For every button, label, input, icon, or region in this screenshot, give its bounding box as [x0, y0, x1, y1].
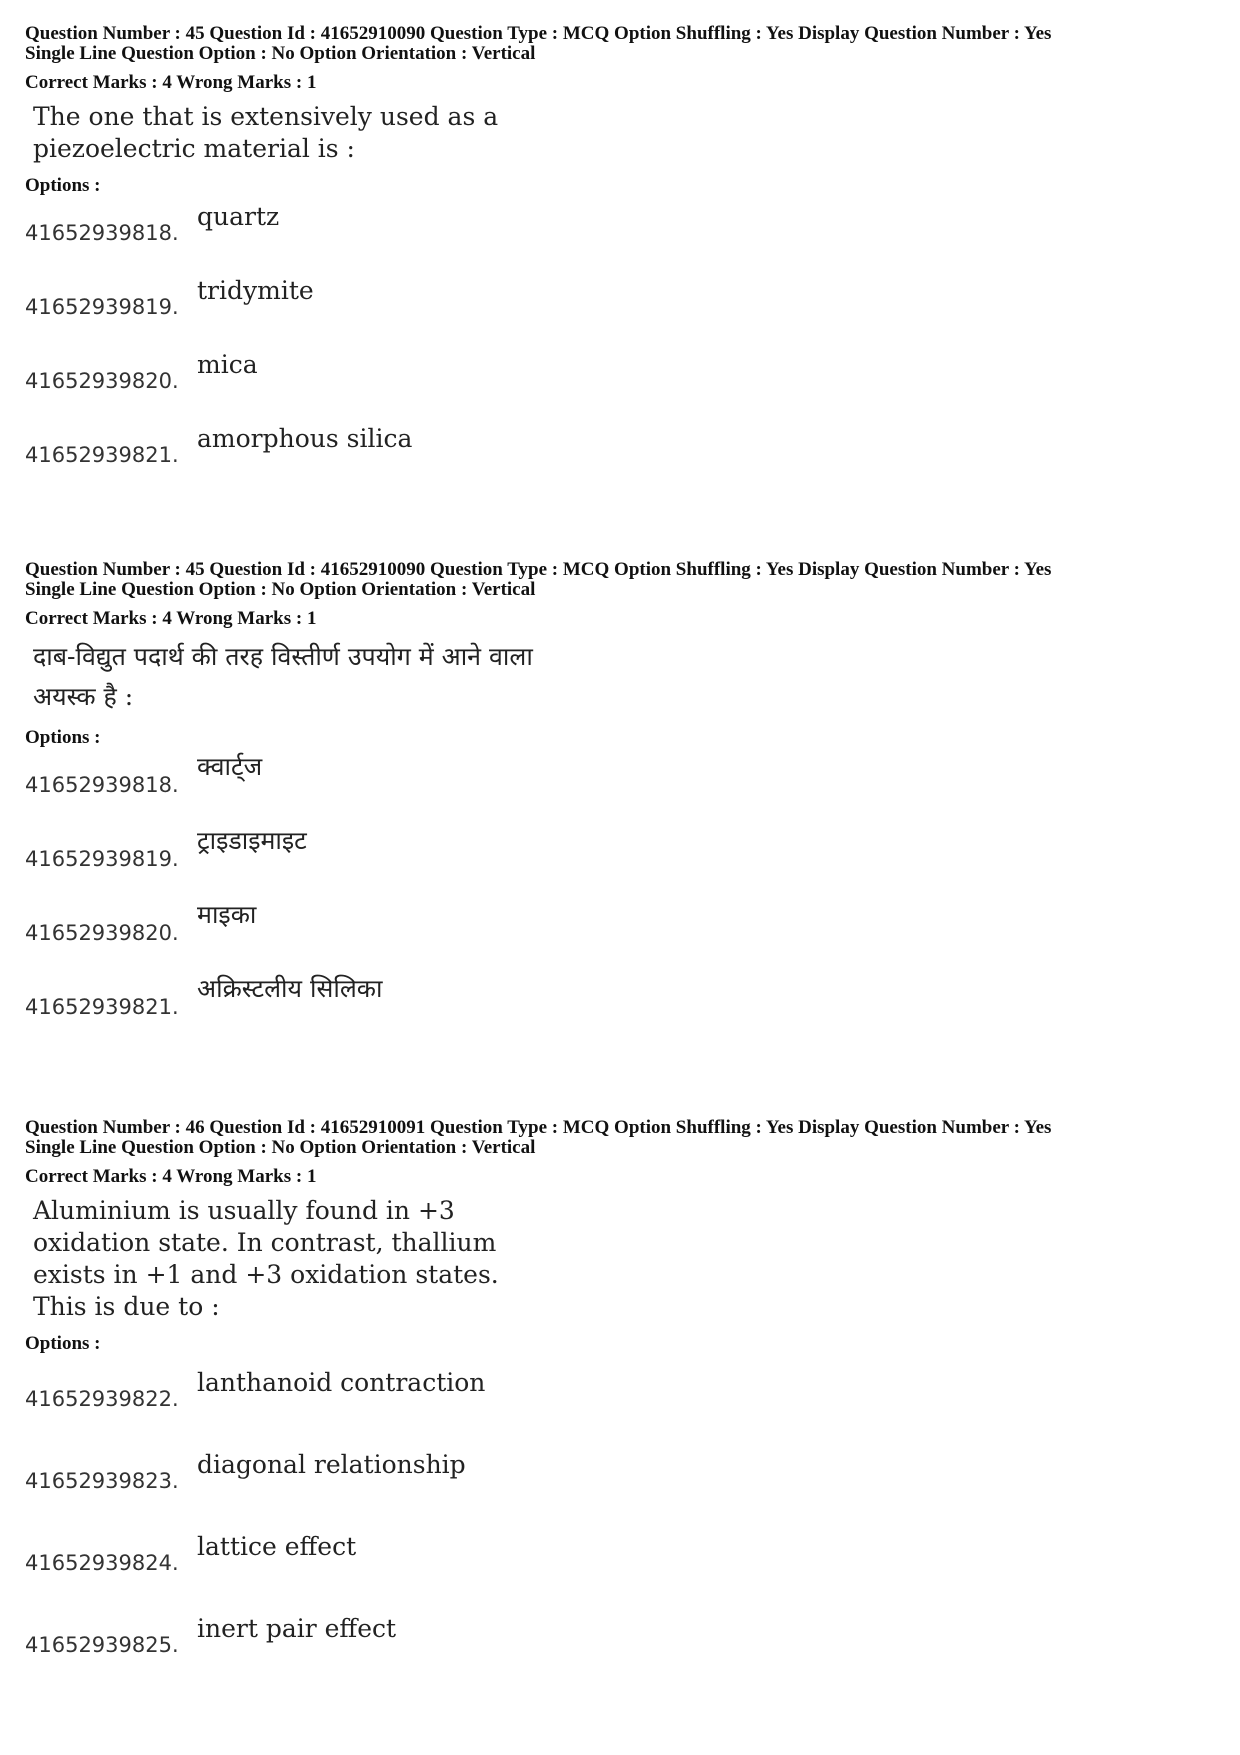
option-item[interactable] — [25, 749, 1225, 823]
question-marks: Correct Marks : 4 Wrong Marks : 1 — [25, 608, 317, 629]
option-id: 41652939823. — [25, 1469, 179, 1493]
option-text: quartz — [197, 202, 280, 231]
option-item[interactable] — [25, 1355, 1225, 1437]
question-marks: Correct Marks : 4 Wrong Marks : 1 — [25, 1166, 317, 1187]
question-meta: Question Number : 45 Question Id : 41652910090 Question Type : MCQ Option Shuffling : Yes Display Question Number : Yes — [25, 23, 1052, 44]
option-id: 41652939822. — [25, 1387, 179, 1411]
question-meta-options: Single Line Question Option : No Option Orientation : Vertical — [25, 43, 536, 64]
options-label: Options : — [25, 175, 101, 196]
option-item[interactable] — [25, 823, 1225, 897]
option-text: क्वार्ट्ज — [197, 752, 263, 781]
option-id: 41652939818. — [25, 773, 179, 797]
option-text: diagonal relationship — [197, 1450, 466, 1479]
option-id: 41652939819. — [25, 295, 179, 319]
question-block — [25, 1118, 1225, 1683]
question-marks: Correct Marks : 4 Wrong Marks : 1 — [25, 72, 317, 93]
option-item[interactable] — [25, 419, 1225, 493]
option-id: 41652939820. — [25, 369, 179, 393]
option-text: lanthanoid contraction — [197, 1368, 486, 1397]
option-id: 41652939821. — [25, 995, 179, 1019]
option-id: 41652939819. — [25, 847, 179, 871]
question-block — [25, 560, 1225, 1045]
question-meta: Question Number : 45 Question Id : 41652910090 Question Type : MCQ Option Shuffling : Yes Display Question Number : Yes — [25, 559, 1052, 580]
option-text: ट्राइडाइमाइट — [197, 826, 307, 855]
option-item[interactable] — [25, 897, 1225, 971]
option-text: lattice effect — [197, 1532, 357, 1561]
question-text: The one that is extensively used as a piezoelectric material is : — [33, 102, 499, 163]
option-text: माइका — [197, 900, 257, 929]
option-id: 41652939818. — [25, 221, 179, 245]
option-id: 41652939824. — [25, 1551, 179, 1575]
question-meta: Question Number : 46 Question Id : 41652910091 Question Type : MCQ Option Shuffling : Yes Display Question Number : Yes — [25, 1117, 1052, 1138]
option-item[interactable] — [25, 1519, 1225, 1601]
option-item[interactable] — [25, 1437, 1225, 1519]
option-id: 41652939825. — [25, 1633, 179, 1657]
option-item[interactable] — [25, 971, 1225, 1045]
option-item[interactable] — [25, 197, 1225, 271]
option-text: mica — [197, 350, 258, 379]
options-label: Options : — [25, 727, 101, 748]
option-text: amorphous silica — [197, 424, 413, 453]
question-meta-options: Single Line Question Option : No Option Orientation : Vertical — [25, 1137, 536, 1158]
option-id: 41652939820. — [25, 921, 179, 945]
options-list — [25, 749, 1225, 1045]
option-text: inert pair effect — [197, 1614, 397, 1643]
options-label: Options : — [25, 1333, 101, 1354]
option-text: tridymite — [197, 276, 314, 305]
option-id: 41652939821. — [25, 443, 179, 467]
option-text: अक्रिस्टलीय सिलिका — [197, 974, 383, 1003]
options-list — [25, 1355, 1225, 1683]
option-item[interactable] — [25, 1601, 1225, 1683]
option-item[interactable] — [25, 271, 1225, 345]
options-list — [25, 197, 1225, 493]
question-block — [25, 24, 1225, 493]
question-text: दाब-विद्युत पदार्थ की तरह विस्तीर्ण उपयोग में आने वाला अयस्क है : — [33, 642, 533, 711]
option-item[interactable] — [25, 345, 1225, 419]
question-meta-options: Single Line Question Option : No Option Orientation : Vertical — [25, 579, 536, 600]
question-text: Aluminium is usually found in +3 oxidation state. In contrast, thallium exists in +1 and +3 oxidation states. This is due to : — [33, 1196, 499, 1321]
